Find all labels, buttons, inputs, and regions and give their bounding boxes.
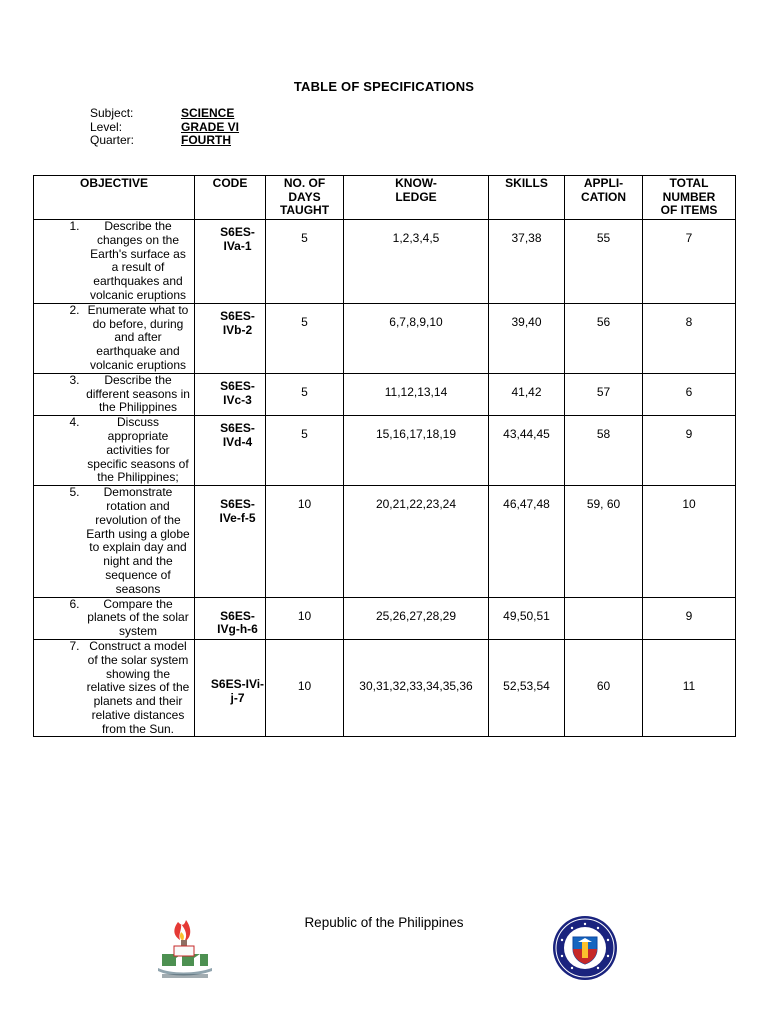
objective-number: 1.	[69, 219, 80, 233]
days-cell	[266, 220, 344, 304]
skills-value: 43,44,45	[503, 427, 550, 442]
application-cell	[565, 416, 643, 486]
header-days: NO. OF DAYS TAUGHT	[266, 176, 344, 220]
total-cell	[643, 486, 736, 597]
table-row	[34, 597, 736, 639]
days-value: 5	[301, 384, 308, 399]
application-value: 55	[596, 231, 611, 245]
quarter-label: Quarter:	[90, 133, 135, 147]
objective-cell	[34, 303, 195, 373]
knowledge-cell	[344, 220, 489, 304]
knowledge-cell	[344, 303, 489, 373]
skills-cell	[489, 303, 565, 373]
table-row	[34, 220, 736, 304]
application-cell	[565, 220, 643, 304]
total-cell	[643, 639, 736, 737]
application-value: 59, 60	[586, 497, 621, 512]
code-value: S6ES-IVi-j-7	[210, 676, 265, 705]
application-cell	[565, 486, 643, 597]
objective-number: 4.	[69, 415, 80, 430]
objective-cell	[34, 597, 195, 639]
skills-value: 41,42	[511, 384, 542, 399]
knowledge-cell	[344, 597, 489, 639]
objective-text: Enumerate what to do before, during and after earthquake and volcanic eruptions	[87, 302, 189, 372]
code-value: S6ES-IVg-h-6	[217, 608, 258, 637]
objective-text: Compare the planets of the solar system	[87, 596, 189, 639]
skills-value: 49,50,51	[503, 608, 550, 623]
objective-cell	[34, 416, 195, 486]
code-cell	[195, 597, 266, 639]
days-cell	[266, 303, 344, 373]
objective-number: 2.	[69, 302, 80, 317]
objective-text: Describe the changes on the Earth's surface as a result of earthquakes and volcanic eruptions	[89, 219, 187, 302]
knowledge-cell	[344, 639, 489, 737]
application-value	[565, 598, 642, 610]
knowledge-value: 15,16,17,18,19	[375, 427, 457, 442]
knowledge-cell	[344, 416, 489, 486]
objective-text: Construct a model of the solar system showing the relative sizes of the planets and their relative distances from the Sun.	[86, 638, 190, 736]
knowledge-cell	[344, 486, 489, 597]
level-row	[90, 121, 239, 135]
total-cell	[643, 220, 736, 304]
table-row	[34, 416, 736, 486]
specifications-table	[33, 175, 736, 737]
application-cell	[565, 373, 643, 415]
days-cell	[266, 597, 344, 639]
total-cell	[643, 597, 736, 639]
code-cell	[195, 486, 266, 597]
header-total: TOTAL NUMBER OF ITEMS	[643, 176, 736, 220]
skills-value: 39,40	[511, 314, 542, 329]
code-value: S6ES-IVe-f-5	[219, 497, 256, 525]
objective-text: Discuss appropriate activities for specific seasons of the Philippines;	[87, 415, 189, 485]
objective-cell	[34, 639, 195, 737]
objective-number: 7.	[69, 638, 80, 653]
skills-cell	[489, 416, 565, 486]
header-knowledge: KNOW- LEDGE	[344, 176, 489, 220]
table-row	[34, 373, 736, 415]
objective-text: Describe the different seasons in the Philippines	[86, 372, 190, 415]
knowledge-value: 30,31,32,33,34,35,36	[359, 678, 473, 693]
code-cell	[195, 220, 266, 304]
footer-republic-text: Republic of the Philippines	[304, 915, 464, 930]
skills-cell	[489, 486, 565, 597]
objective-number: 5.	[69, 485, 80, 500]
skills-value: 52,53,54	[503, 678, 550, 693]
subject-label: Subject:	[90, 106, 134, 120]
total-value: 6	[685, 384, 693, 399]
knowledge-cell	[344, 373, 489, 415]
code-cell	[195, 303, 266, 373]
code-cell	[195, 416, 266, 486]
level-value: GRADE VI	[181, 119, 240, 134]
objective-text: Demonstrate rotation and revolution of the Earth using a globe to explain day and night and the sequence of seasons	[86, 485, 190, 596]
code-value: S6ES-IVd-4	[220, 421, 255, 449]
code-cell	[195, 373, 266, 415]
subject-value: SCIENCE	[181, 106, 235, 120]
header-skills: SKILLS	[489, 176, 565, 220]
objective-cell	[34, 486, 195, 597]
total-value: 9	[685, 608, 693, 623]
code-value: S6ES-IVa-1	[220, 225, 255, 253]
quarter-value: FOURTH	[181, 133, 231, 147]
table-row	[34, 639, 736, 737]
table-row	[34, 303, 736, 373]
days-value: 5	[301, 427, 308, 442]
header-application: APPLI- CATION	[565, 176, 643, 220]
header-code: CODE	[195, 176, 266, 220]
skills-value: 46,47,48	[503, 497, 550, 512]
days-value: 5	[301, 231, 308, 245]
application-value: 60	[596, 678, 611, 693]
code-value: S6ES-IVc-3	[220, 378, 255, 407]
days-cell	[266, 486, 344, 597]
total-value: 11	[682, 678, 696, 693]
objective-number: 3.	[69, 372, 80, 387]
days-cell	[266, 373, 344, 415]
skills-cell	[489, 597, 565, 639]
deped-seal-icon	[548, 915, 622, 981]
code-value: S6ES-IVb-2	[220, 308, 255, 337]
skills-cell	[489, 373, 565, 415]
quarter-row	[90, 134, 239, 148]
knowledge-value: 25,26,27,28,29	[375, 608, 457, 623]
application-value: 56	[596, 314, 611, 329]
objective-number: 6.	[69, 596, 80, 611]
objective-cell	[34, 220, 195, 304]
application-value: 57	[596, 384, 611, 399]
total-value: 10	[682, 497, 696, 512]
application-cell	[565, 597, 643, 639]
application-cell	[565, 639, 643, 737]
skills-cell	[489, 220, 565, 304]
objective-cell	[34, 373, 195, 415]
header-objective: OBJECTIVE	[34, 176, 195, 220]
total-cell	[643, 303, 736, 373]
level-label: Level:	[90, 119, 123, 134]
knowledge-value: 6,7,8,9,10	[389, 314, 443, 329]
application-value: 58	[596, 427, 611, 442]
application-cell	[565, 303, 643, 373]
knowledge-value: 11,12,13,14	[384, 384, 448, 399]
skills-cell	[489, 639, 565, 737]
days-value: 10	[297, 497, 312, 512]
skills-value: 37,38	[511, 231, 542, 245]
document-title: TABLE OF SPECIFICATIONS	[293, 79, 475, 94]
table-row	[34, 486, 736, 597]
days-value: 10	[297, 608, 312, 623]
days-cell	[266, 639, 344, 737]
days-value: 10	[297, 678, 312, 693]
knowledge-value: 20,21,22,23,24	[375, 497, 457, 512]
table-header-row	[34, 176, 736, 220]
total-cell	[643, 373, 736, 415]
subject-info	[90, 107, 239, 148]
days-value: 5	[301, 314, 308, 329]
code-cell	[195, 639, 266, 737]
total-value: 9	[685, 427, 693, 442]
subject-row	[90, 107, 239, 121]
total-cell	[643, 416, 736, 486]
knowledge-value: 1,2,3,4,5	[392, 231, 440, 245]
total-value: 8	[685, 314, 693, 329]
total-value: 7	[685, 231, 693, 245]
days-cell	[266, 416, 344, 486]
